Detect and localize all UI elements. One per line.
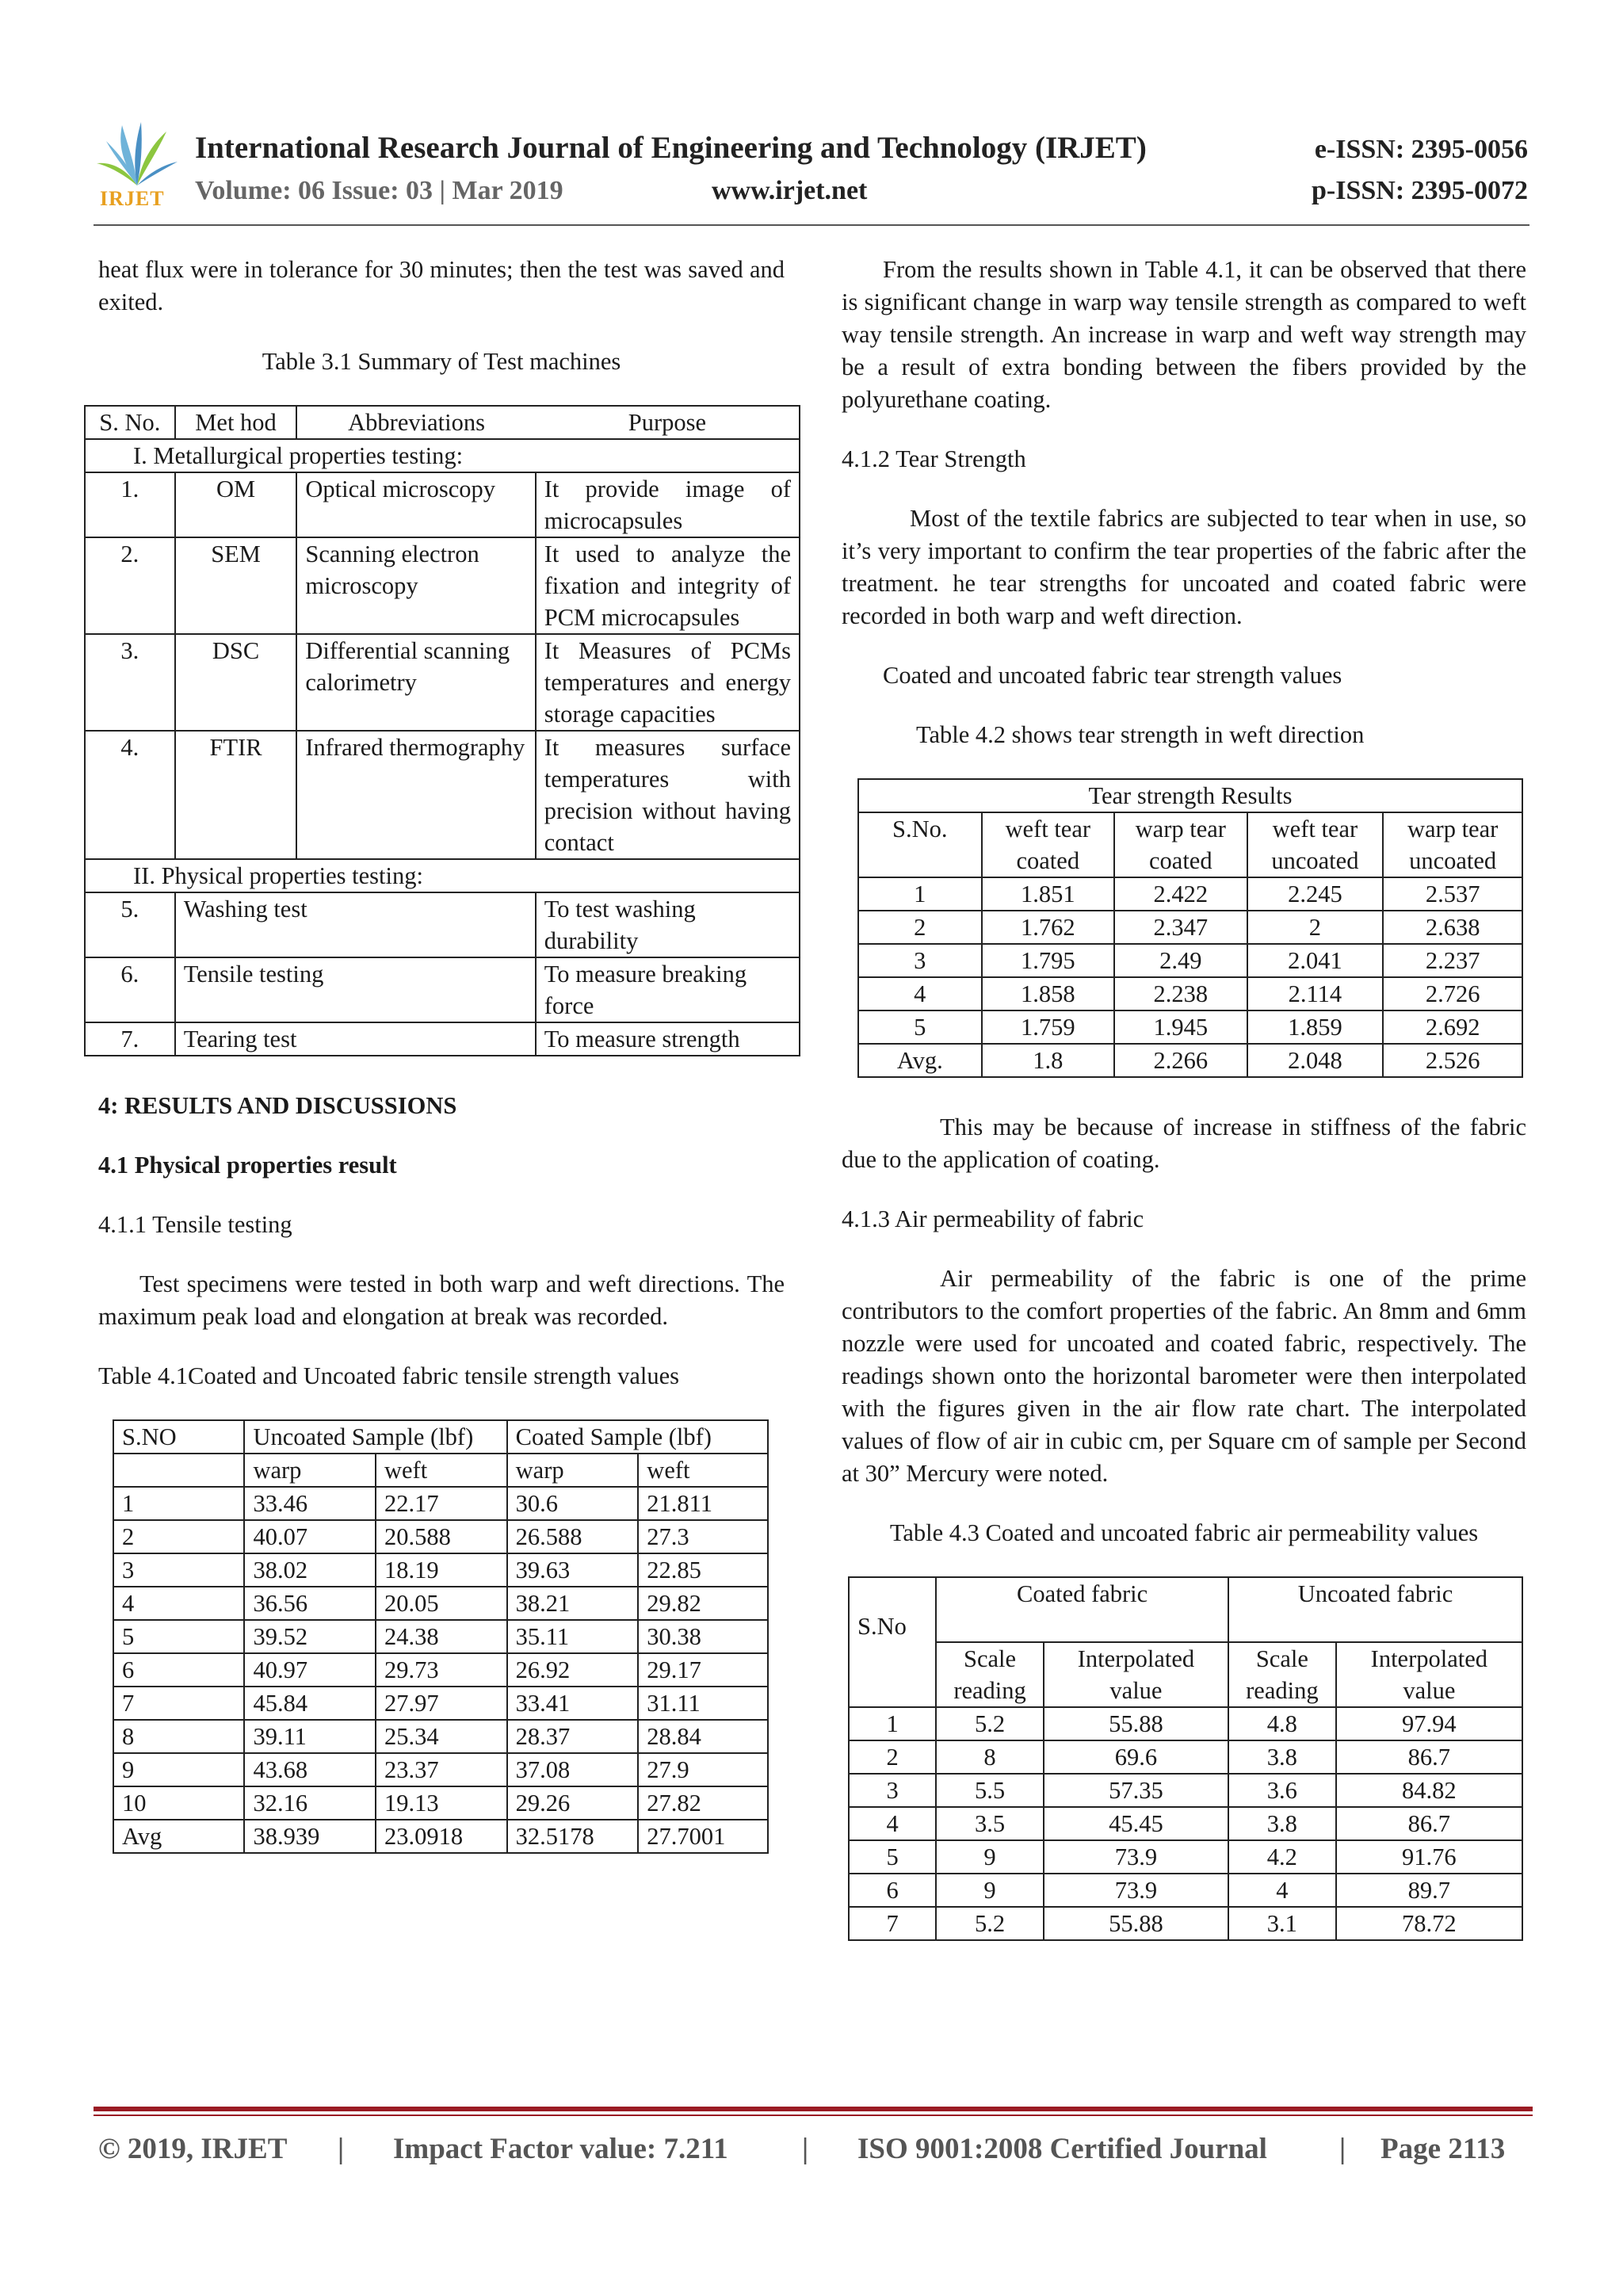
table-cell: 30.6: [507, 1487, 639, 1520]
table-cell: 2.266: [1114, 1044, 1247, 1077]
table-cell: 91.76: [1336, 1840, 1522, 1874]
table-cell: 7: [849, 1907, 936, 1940]
table-cell: 39.63: [507, 1553, 639, 1587]
table-cell: 35.11: [507, 1620, 639, 1653]
cell: To test washing durability: [536, 892, 800, 957]
table-row: [849, 1907, 1522, 1940]
table-row: [849, 1774, 1522, 1807]
cell: It measures surface temperatures with precision without having contact: [536, 731, 800, 859]
table-row: [85, 957, 800, 1022]
cell: weft tear coated: [982, 812, 1115, 877]
table-cell: 29.26: [507, 1786, 639, 1820]
table-cell: 1: [113, 1487, 244, 1520]
footer-iso: ISO 9001:2008 Certified Journal: [857, 2133, 1267, 2165]
tear-paragraph: Most of the textile fabrics are subjected to tear when in use, so it’s very important to confirm the tear properties of the fabric after the treatment. he tear strengths for uncoated and coated fabric were recorded in both warp and weft direction.: [842, 505, 1526, 629]
table-cell: 84.82: [1336, 1774, 1522, 1807]
table-cell: 1: [849, 1707, 936, 1740]
table-cell: 86.7: [1336, 1740, 1522, 1774]
tear-values-label: Coated and uncoated fabric tear strength values: [883, 662, 1342, 689]
footer-copyright: © 2019, IRJET: [98, 2133, 288, 2165]
cell: To measure breaking force: [536, 957, 800, 1022]
table-cell: 69.6: [1044, 1740, 1228, 1774]
table-cell: 2.638: [1383, 911, 1522, 944]
table-4-1: [113, 1419, 769, 1854]
table-cell: 5.2: [936, 1707, 1044, 1740]
cell: FTIR: [175, 731, 297, 859]
table-cell: 33.46: [244, 1487, 376, 1520]
cell: Washing test: [175, 892, 536, 957]
table41-header-coated: Coated Sample (lbf): [507, 1420, 768, 1454]
table-cell: 27.97: [376, 1687, 507, 1720]
tensile-paragraph: Test specimens were tested in both warp and weft directions. The maximum peak load and elongation at break was recorded.: [98, 1270, 785, 1330]
table43-caption: Table 4.3 Coated and uncoated fabric air permeability values: [889, 1519, 1479, 1546]
table-cell: 40.97: [244, 1653, 376, 1687]
journal-title: International Research Journal of Engineering and Technology (IRJET): [195, 131, 1147, 165]
table-cell: 2.245: [1247, 877, 1384, 911]
table-cell: 2.238: [1114, 977, 1247, 1010]
table-cell: 40.07: [244, 1520, 376, 1553]
table-cell: 97.94: [1336, 1707, 1522, 1740]
table-cell: 2.347: [1114, 911, 1247, 944]
table-row: [849, 1740, 1522, 1774]
table-cell: 1.859: [1247, 1010, 1384, 1044]
cell: SEM: [175, 537, 297, 634]
cell: [113, 1454, 244, 1487]
table31-header-method: Met hod: [175, 406, 297, 439]
table41-subheader-row: [113, 1454, 768, 1487]
table-row: [113, 1687, 768, 1720]
heading-air-permeability: 4.1.3 Air permeability of fabric: [842, 1205, 1144, 1232]
table-row: [849, 1840, 1522, 1874]
table-cell: 31.11: [638, 1687, 768, 1720]
table-row: [849, 1707, 1522, 1740]
cell: DSC: [175, 634, 297, 731]
table43-header-uncoated: Uncoated fabric: [1228, 1577, 1522, 1642]
table-cell: 28.37: [507, 1720, 639, 1753]
cell: weft tear uncoated: [1247, 812, 1384, 877]
table-cell: 2.692: [1383, 1010, 1522, 1044]
cell: warp tear uncoated: [1383, 812, 1522, 877]
table-cell: 20.05: [376, 1587, 507, 1620]
table-cell: 22.17: [376, 1487, 507, 1520]
table-cell: 6: [113, 1653, 244, 1687]
table-cell: 22.85: [638, 1553, 768, 1587]
heading-results-discussions: 4: RESULTS AND DISCUSSIONS: [98, 1092, 457, 1119]
table-row: [858, 911, 1522, 944]
table-cell: 57.35: [1044, 1774, 1228, 1807]
table-row: [113, 1653, 768, 1687]
table-cell: 24.38: [376, 1620, 507, 1653]
table-cell: 86.7: [1336, 1807, 1522, 1840]
table-cell: 23.0918: [376, 1820, 507, 1853]
cell: warp: [244, 1454, 376, 1487]
left-column: [98, 254, 791, 1854]
table-cell: Avg.: [858, 1044, 982, 1077]
table-cell: 29.73: [376, 1653, 507, 1687]
table-cell: 2.49: [1114, 944, 1247, 977]
table-cell: 4.2: [1228, 1840, 1336, 1874]
cell: Optical microscopy: [296, 472, 535, 537]
table-cell: 2.114: [1247, 977, 1384, 1010]
table43-header-sno: S.No: [849, 1577, 936, 1642]
footer-rule: [94, 2107, 1533, 2111]
table-cell: 20.588: [376, 1520, 507, 1553]
table-cell: 5: [849, 1840, 936, 1874]
table-cell: 4: [849, 1807, 936, 1840]
table-cell: 1.795: [982, 944, 1115, 977]
table-cell: 27.3: [638, 1520, 768, 1553]
table41-caption: Table 4.1Coated and Uncoated fabric tensile strength values: [98, 1362, 679, 1389]
table-cell: 23.37: [376, 1753, 507, 1786]
e-issn: e-ISSN: 2395-0056: [1314, 135, 1528, 164]
table43-header-row: [849, 1577, 1522, 1642]
table-cell: 32.5178: [507, 1820, 639, 1853]
table-cell: 45.45: [1044, 1807, 1228, 1840]
cell: Infrared thermography: [296, 731, 535, 859]
table-row: [858, 1044, 1522, 1077]
cell: It Measures of PCMs temperatures and energy storage capacities: [536, 634, 800, 731]
table-cell: 27.7001: [638, 1820, 768, 1853]
table-cell: 5: [113, 1620, 244, 1653]
stiffness-paragraph: This may be because of increase in stiffness of the fabric due to the application of coating.: [842, 1114, 1526, 1173]
table-cell: 3.8: [1228, 1807, 1336, 1840]
table-cell: 8: [936, 1740, 1044, 1774]
table-cell: 32.16: [244, 1786, 376, 1820]
table-row: [113, 1587, 768, 1620]
table-cell: 26.588: [507, 1520, 639, 1553]
table-cell: 29.17: [638, 1653, 768, 1687]
cell: warp: [507, 1454, 639, 1487]
table-3-1: [84, 405, 800, 1056]
p-issn: p-ISSN: 2395-0072: [1312, 176, 1528, 205]
table-cell: 55.88: [1044, 1707, 1228, 1740]
table-cell: 5.2: [936, 1907, 1044, 1940]
table-cell: 3: [858, 944, 982, 977]
table31-section-physical: II. Physical properties testing:: [85, 859, 800, 892]
table-cell: 39.11: [244, 1720, 376, 1753]
table-row: [113, 1786, 768, 1820]
table-row: [113, 1620, 768, 1653]
table-cell: 27.9: [638, 1753, 768, 1786]
table-cell: 8: [113, 1720, 244, 1753]
table-cell: 73.9: [1044, 1874, 1228, 1907]
table-row: [858, 977, 1522, 1010]
table41-header-uncoated: Uncoated Sample (lbf): [244, 1420, 506, 1454]
table-row: [849, 1874, 1522, 1907]
table-cell: 21.811: [638, 1487, 768, 1520]
intro-paragraph: heat flux were in tolerance for 30 minutes; then the test was saved and exited.: [98, 256, 785, 315]
table-row: [113, 1520, 768, 1553]
table-cell: 1.858: [982, 977, 1115, 1010]
cell: 1.: [85, 472, 175, 537]
table-cell: 25.34: [376, 1720, 507, 1753]
cell: Tearing test: [175, 1022, 536, 1056]
table-cell: 5.5: [936, 1774, 1044, 1807]
table-cell: 6: [849, 1874, 936, 1907]
table41-header-row: [113, 1420, 768, 1454]
cell: 7.: [85, 1022, 175, 1056]
table-cell: 3: [849, 1774, 936, 1807]
table-cell: 2: [113, 1520, 244, 1553]
footer-page-number: Page 2113: [1381, 2133, 1506, 2165]
table-cell: 2: [1247, 911, 1384, 944]
journal-website[interactable]: www.irjet.net: [712, 176, 868, 205]
table43-header-coated: Coated fabric: [936, 1577, 1228, 1642]
table-cell: 2.237: [1383, 944, 1522, 977]
cell: It provide image of microcapsules: [536, 472, 800, 537]
table-cell: 73.9: [1044, 1840, 1228, 1874]
cell: 3.: [85, 634, 175, 731]
table41-header-sno: S.NO: [113, 1420, 244, 1454]
heading-tensile-testing: 4.1.1 Tensile testing: [98, 1211, 292, 1238]
table-cell: 2.041: [1247, 944, 1384, 977]
table-row: [113, 1487, 768, 1520]
table-cell: 9: [113, 1753, 244, 1786]
table-cell: 2.048: [1247, 1044, 1384, 1077]
table-cell: 1.851: [982, 877, 1115, 911]
results-paragraph: From the results shown in Table 4.1, it can be observed that there is significant change in warp way tensile strength as compared to weft way tensile strength. An increase in warp and weft way strength may be a result of extra bonding between the fibers provided by the polyurethane coating.: [842, 256, 1526, 413]
table-cell: 38.939: [244, 1820, 376, 1853]
irjet-logo-text: IRJET: [100, 187, 165, 210]
table-cell: 89.7: [1336, 1874, 1522, 1907]
table-row: [85, 1022, 800, 1056]
cell: Scale reading: [936, 1642, 1044, 1707]
table-row: [849, 1807, 1522, 1840]
table31-caption: Table 3.1 Summary of Test machines: [262, 348, 621, 375]
table-cell: 43.68: [244, 1753, 376, 1786]
footer-separator: |: [1339, 2133, 1346, 2165]
table43-subheader-row: [849, 1642, 1522, 1707]
volume-issue: Volume: 06 Issue: 03 | Mar 2019: [195, 176, 563, 205]
right-column: [842, 254, 1526, 1941]
cell: 6.: [85, 957, 175, 1022]
table-cell: 36.56: [244, 1587, 376, 1620]
cell: Scale reading: [1228, 1642, 1336, 1707]
table-cell: 2: [849, 1740, 936, 1774]
table-row: [858, 944, 1522, 977]
table-cell: 27.82: [638, 1786, 768, 1820]
table-cell: 38.21: [507, 1587, 639, 1620]
table-cell: 2.422: [1114, 877, 1247, 911]
table31-header-purpose: Purpose: [536, 406, 800, 439]
table-cell: 3.1: [1228, 1907, 1336, 1940]
footer-impact-factor: Impact Factor value: 7.211: [393, 2133, 728, 2165]
table-cell: 1: [858, 877, 982, 911]
cell: Interpolated value: [1336, 1642, 1522, 1707]
cell: It used to analyze the fixation and integrity of PCM microcapsules: [536, 537, 800, 634]
table-row: [858, 877, 1522, 911]
table-cell: 2.526: [1383, 1044, 1522, 1077]
table-row: [85, 892, 800, 957]
table-cell: 78.72: [1336, 1907, 1522, 1940]
air-paragraph: Air permeability of the fabric is one of the prime contributors to the comfort properties of the fabric. An 8mm and 6mm nozzle were used for uncoated and coated fabric, respectively. The readings shown onto the horizontal barometer were then interpolated with the figures given in the air flow rate chart. The interpolated values of flow of air in cubic cm, per Square cm of sample per Second at 30” Mercury were noted.: [842, 1265, 1526, 1487]
footer-separator: |: [802, 2133, 809, 2165]
cell: weft: [376, 1454, 507, 1487]
table-cell: 4: [1228, 1874, 1336, 1907]
table-cell: 1.759: [982, 1010, 1115, 1044]
header-divider: [94, 224, 1529, 226]
cell: [849, 1642, 936, 1707]
heading-tear-strength: 4.1.2 Tear Strength: [842, 445, 1026, 472]
table-cell: 1.762: [982, 911, 1115, 944]
table-cell: 9: [936, 1874, 1044, 1907]
table-cell: 3: [113, 1553, 244, 1587]
table-row: [85, 634, 800, 731]
table-row: [113, 1753, 768, 1786]
table-cell: 2.726: [1383, 977, 1522, 1010]
cell: Scanning electron microscopy: [296, 537, 535, 634]
table31-header-abbr: Abbreviations: [296, 406, 535, 439]
table-cell: 2: [858, 911, 982, 944]
table42-title: Tear strength Results: [858, 779, 1522, 812]
table42-caption: Table 4.2 shows tear strength in weft direction: [916, 721, 1365, 748]
cell: 4.: [85, 731, 175, 859]
table-cell: 2.537: [1383, 877, 1522, 911]
table-cell: 45.84: [244, 1687, 376, 1720]
table31-section-metallurgical: I. Metallurgical properties testing:: [85, 439, 800, 472]
table-cell: 30.38: [638, 1620, 768, 1653]
cell: To measure strength: [536, 1022, 800, 1056]
table-cell: 26.92: [507, 1653, 639, 1687]
table-row: [85, 731, 800, 859]
table-row: [85, 537, 800, 634]
table-cell: 3.8: [1228, 1740, 1336, 1774]
table-cell: 37.08: [507, 1753, 639, 1786]
table-cell: 28.84: [638, 1720, 768, 1753]
table-cell: 1.945: [1114, 1010, 1247, 1044]
cell: Tensile testing: [175, 957, 536, 1022]
table31-header-sno: S. No.: [85, 406, 175, 439]
cell: 5.: [85, 892, 175, 957]
table-row: [858, 1010, 1522, 1044]
table-4-2: [857, 778, 1523, 1078]
table-row: [85, 472, 800, 537]
table-cell: 29.82: [638, 1587, 768, 1620]
table42-header-row: [858, 812, 1522, 877]
cell: 2.: [85, 537, 175, 634]
table-row: [113, 1720, 768, 1753]
table-cell: 1.8: [982, 1044, 1115, 1077]
table-cell: 7: [113, 1687, 244, 1720]
heading-physical-properties: 4.1 Physical properties result: [98, 1152, 397, 1179]
cell: Differential scanning calorimetry: [296, 634, 535, 731]
table-cell: 3.5: [936, 1807, 1044, 1840]
table-cell: 4.8: [1228, 1707, 1336, 1740]
table-cell: 18.19: [376, 1553, 507, 1587]
footer-rule-thin: [94, 2115, 1533, 2116]
table-4-3: [848, 1576, 1523, 1941]
cell: S.No.: [858, 812, 982, 877]
irjet-logo: [94, 117, 181, 211]
table-cell: 39.52: [244, 1620, 376, 1653]
table31-header-row: [85, 406, 800, 439]
table-cell: 38.02: [244, 1553, 376, 1587]
table-cell: 4: [113, 1587, 244, 1620]
table-cell: 3.6: [1228, 1774, 1336, 1807]
table-cell: 9: [936, 1840, 1044, 1874]
table-row: [113, 1553, 768, 1587]
cell: OM: [175, 472, 297, 537]
cell: warp tear coated: [1114, 812, 1247, 877]
table-cell: 4: [858, 977, 982, 1010]
table-cell: 19.13: [376, 1786, 507, 1820]
cell: Interpolated value: [1044, 1642, 1228, 1707]
table-cell: Avg: [113, 1820, 244, 1853]
table-cell: 10: [113, 1786, 244, 1820]
table-cell: 33.41: [507, 1687, 639, 1720]
cell: weft: [638, 1454, 768, 1487]
table-row: [113, 1820, 768, 1853]
table-cell: 5: [858, 1010, 982, 1044]
footer-separator: |: [338, 2133, 345, 2165]
table-cell: 55.88: [1044, 1907, 1228, 1940]
